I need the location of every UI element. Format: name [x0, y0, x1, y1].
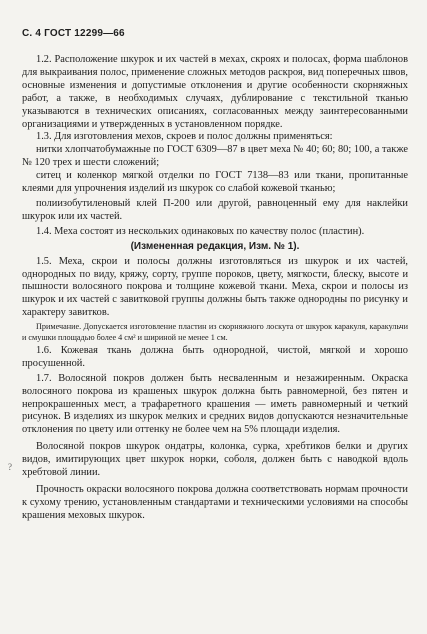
clause-1-2: 1.2. Расположение шкурок и их частей в мехах, скроях и полосах, форма шаблонов для выкраивания полос, применение сложных методов раскроя, вид поперечных швов, основные изменения и допустимые отклонения и другие особенности скорняжных работ, а также, в необходимых случаях, дублирование с текстильной тканью указываются в технических описаниях, согласованных между заинтересованными организациями и утвержденных в установленном порядке. — [22, 54, 408, 130]
page-header: С. 4 ГОСТ 12299—66 — [22, 28, 125, 39]
clause-1-7-imitation: Волосяной покров шкурок ондатры, колонка, сурка, хребтиков белки и других видов, имитирующих цвет шкурок норки, соболя, должен быть с наводкой вдоль хребтовой линии. — [22, 441, 408, 479]
document-body — [22, 54, 408, 523]
amendment-note: (Измененная редакция, Изм. № 1). — [130, 240, 300, 252]
clause-1-7: 1.7. Волосяной покров должен быть несваленным и незажиренным. Окраска волосяного покрова из крашеных шкурок должна быть равномерной, без пятен и непрокрашенных мест, а трафаретного крашения — иметь равномерный и четкий рисунок. В изделиях из шкурок мелких и средних видов допускаются незначительные отклонения по цвету или оттенку не более чем на 5% площади изделия. — [22, 372, 408, 436]
margin-mark: ? — [8, 462, 12, 472]
clause-1-5: 1.5. Меха, скрои и полосы должны изготовляться из шкурок и их частей, однородных по виду, кряжу, сорту, группе пороков, цвету, мягкости, блеску, высоте и пышности волосяного покрова и толщине кожевой ткани. Меха, скрои и полосы из шкурок и их частей с завитковой группы должны быть также однородны по рисунку и характеру завитков. — [22, 255, 408, 319]
materials-threads: нитки хлопчатобумажные по ГОСТ 6309—87 в цвет меха № 40; 60; 80; 100, а также № 120 трех и шести сложений; — [22, 144, 408, 169]
clause-1-6: 1.6. Кожевая ткань должна быть однородной, чистой, мягкой и хорошо просушенной. — [22, 344, 408, 369]
clause-1-4: 1.4. Меха состоят из нескольких одинаковых по качеству полос (пластин). — [36, 225, 365, 237]
materials-glue: полиизобутиленовый клей П-200 или другой, равноценный ему для наклейки шкурок или их частей. — [22, 197, 408, 222]
materials-fabric: ситец и коленкор мягкой отделки по ГОСТ 7138—83 или ткани, пропитанные клеями для упрочнения изделий из шкурок со слабой кожевой тканью; — [22, 170, 408, 195]
clause-1-7-durability: Прочность окраски волосяного покрова должна соответствовать нормам прочности к сухому трению, установленным стандартами и техническими условиями на способы крашения меховых шкурок. — [22, 484, 408, 521]
clause-1-3: 1.3. Для изготовления мехов, скроев и полос должны применяться: — [36, 131, 333, 143]
note-text: Примечание. Допускается изготовление пластин из скорняжного лоскута от шкурок каракуля, каракульчи и смушки площадью более 4 см² и шириной не менее 1 см. — [22, 322, 408, 342]
